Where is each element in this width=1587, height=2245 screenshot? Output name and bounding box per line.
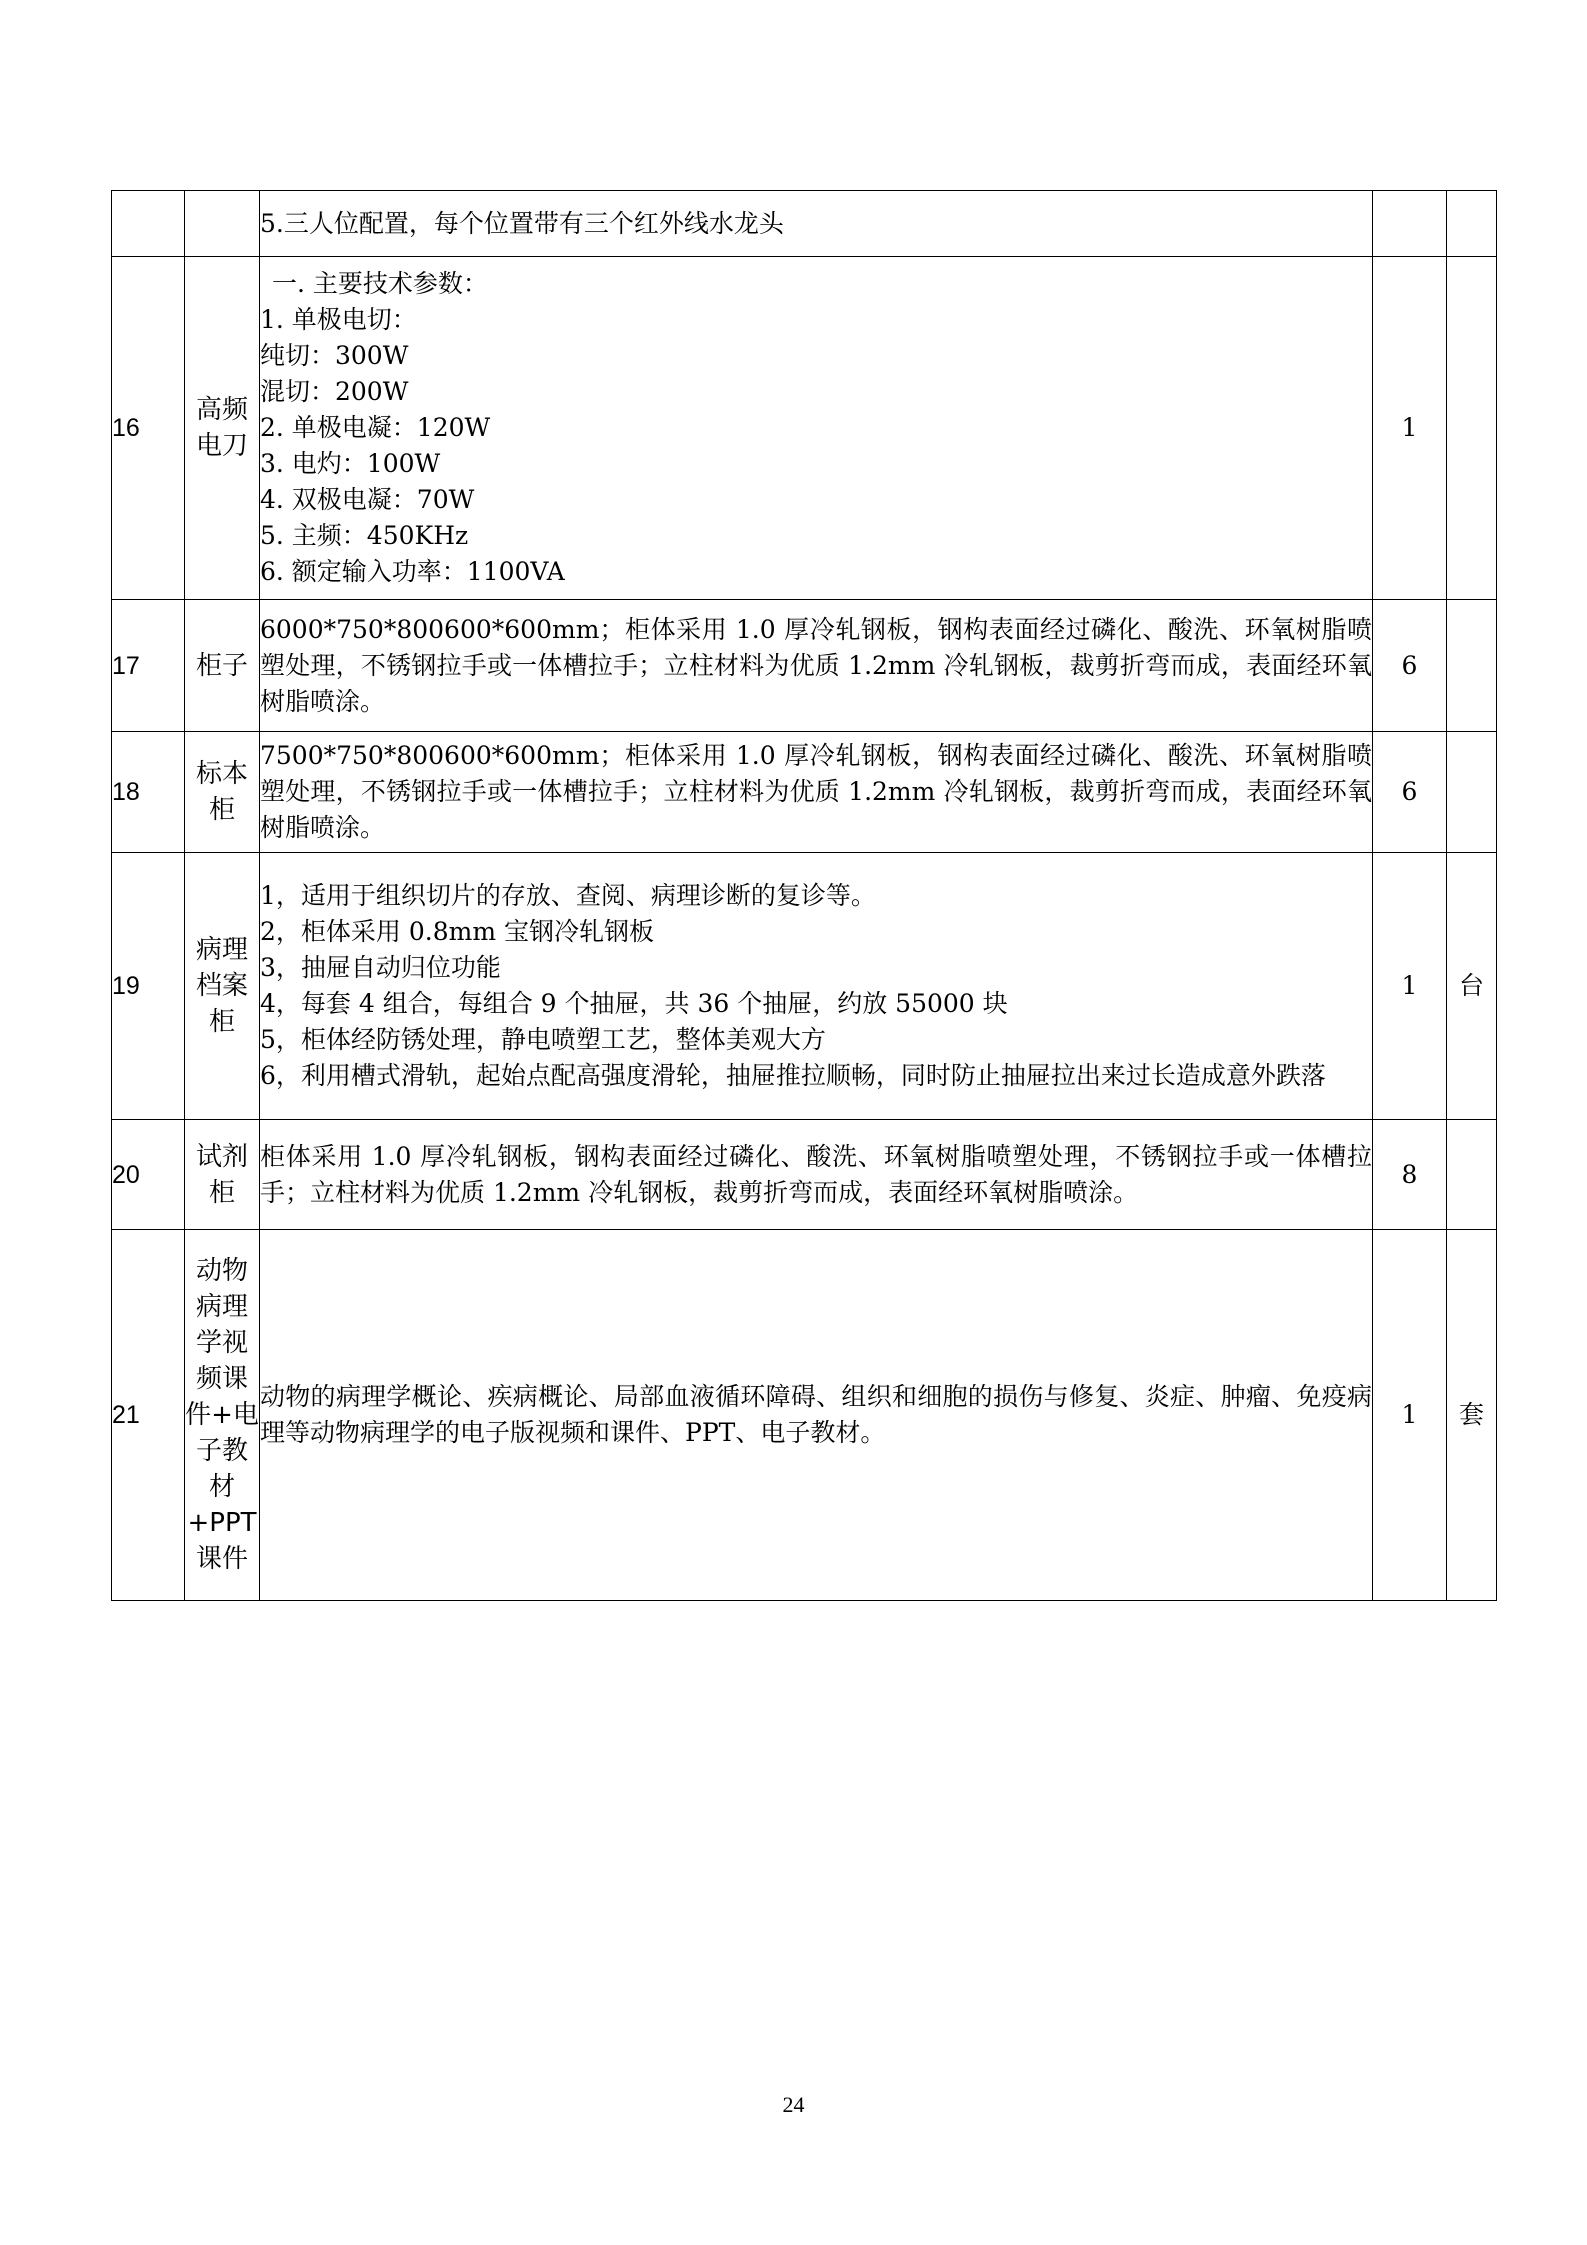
item-quantity: 1: [1373, 257, 1447, 600]
row-number: 21: [112, 1230, 185, 1601]
item-unit: [1447, 600, 1497, 732]
table-row: [112, 257, 1497, 600]
item-name: 高频电刀: [185, 257, 260, 600]
table-row: [112, 600, 1497, 732]
description-line: 6，利用槽式滑轨，起始点配高强度滑轮，抽屉推拉顺畅，同时防止抽屉拉出来过长造成意外跌落: [260, 1061, 1326, 1090]
row-number: 17: [112, 600, 185, 732]
description-line: 混切：200W: [260, 377, 409, 406]
row-number: 19: [112, 853, 185, 1120]
description-line: 1，适用于组织切片的存放、查阅、病理诊断的复诊等。: [260, 881, 876, 910]
item-unit: [1447, 1120, 1497, 1230]
table-row: [112, 853, 1497, 1120]
description-line: 纯切：300W: [260, 341, 409, 370]
item-name: 病理档案柜: [185, 853, 260, 1120]
table-row: [112, 732, 1497, 853]
description-line: 5.三人位配置，每个位置带有三个红外线水龙头: [260, 208, 784, 238]
item-description: [260, 191, 1373, 257]
item-description: [260, 257, 1373, 600]
description-line: 4，每套 4 组合，每组合 9 个抽屉，共 36 个抽屉，约放 55000 块: [260, 989, 1008, 1018]
table-row: [112, 1230, 1497, 1601]
item-unit: [1447, 191, 1497, 257]
item-name: 标本柜: [185, 732, 260, 853]
item-description: [260, 853, 1373, 1120]
table-row: [112, 1120, 1497, 1230]
description-line: 一. 主要技术参数：: [272, 269, 488, 298]
item-quantity: [1373, 191, 1447, 257]
description-line: 1. 单极电切：: [260, 305, 417, 334]
item-description: [260, 1120, 1373, 1230]
equipment-spec-table: [111, 190, 1497, 1601]
description-line: 3，抽屉自动归位功能: [260, 953, 501, 982]
description-line: 6. 额定输入功率：1100VA: [260, 557, 565, 586]
item-unit: [1447, 257, 1497, 600]
row-number: 18: [112, 732, 185, 853]
description-text: 7500*750*800600*600mm；柜体采用 1.0 厚冷轧钢板，钢构表面经过磷化、酸洗、环氧树脂喷塑处理，不锈钢拉手或一体槽拉手；立柱材料为优质 1.2mm 冷轧钢板，裁剪折弯而成，表面经环氧树脂喷涂。: [260, 741, 1372, 842]
item-description: [260, 1230, 1373, 1601]
description-line: 4. 双极电凝：70W: [260, 485, 475, 514]
item-quantity: 6: [1373, 732, 1447, 853]
description-text: 柜体采用 1.0 厚冷轧钢板，钢构表面经过磷化、酸洗、环氧树脂喷塑处理，不锈钢拉手或一体槽拉手；立柱材料为优质 1.2mm 冷轧钢板，裁剪折弯而成，表面经环氧树脂喷涂。: [260, 1141, 1372, 1207]
item-name: 试剂柜: [185, 1120, 260, 1230]
description-text: 动物的病理学概论、疾病概论、局部血液循环障碍、组织和细胞的损伤与修复、炎症、肿瘤、免疫病理等动物病理学的电子版视频和课件、PPT、电子教材。: [260, 1382, 1372, 1447]
item-description: [260, 732, 1373, 853]
item-unit: 套: [1447, 1230, 1497, 1601]
item-name: 动物病理学视频课件+电子教材+PPT课件: [185, 1230, 260, 1601]
row-number: 16: [112, 257, 185, 600]
description-text: 6000*750*800600*600mm；柜体采用 1.0 厚冷轧钢板，钢构表面经过磷化、酸洗、环氧树脂喷塑处理，不锈钢拉手或一体槽拉手；立柱材料为优质 1.2mm 冷轧钢板，裁剪折弯而成，表面经环氧树脂喷涂。: [260, 614, 1372, 716]
item-unit: [1447, 732, 1497, 853]
description-line: 5. 主频：450KHz: [260, 521, 469, 550]
item-quantity: 6: [1373, 600, 1447, 732]
table-row: [112, 191, 1497, 257]
page-number: 24: [782, 2092, 805, 2117]
item-quantity: 1: [1373, 853, 1447, 1120]
item-unit: 台: [1447, 853, 1497, 1120]
item-name: [185, 191, 260, 257]
description-line: 2. 单极电凝：120W: [260, 413, 491, 442]
item-quantity: 8: [1373, 1120, 1447, 1230]
description-line: 3. 电灼：100W: [260, 449, 441, 478]
item-description: [260, 600, 1373, 732]
description-line: 5，柜体经防锈处理，静电喷塑工艺，整体美观大方: [260, 1025, 826, 1054]
item-name: 柜子: [185, 600, 260, 732]
row-number: 20: [112, 1120, 185, 1230]
row-number: [112, 191, 185, 257]
item-quantity: 1: [1373, 1230, 1447, 1601]
description-line: 2，柜体采用 0.8mm 宝钢冷轧钢板: [260, 917, 654, 946]
